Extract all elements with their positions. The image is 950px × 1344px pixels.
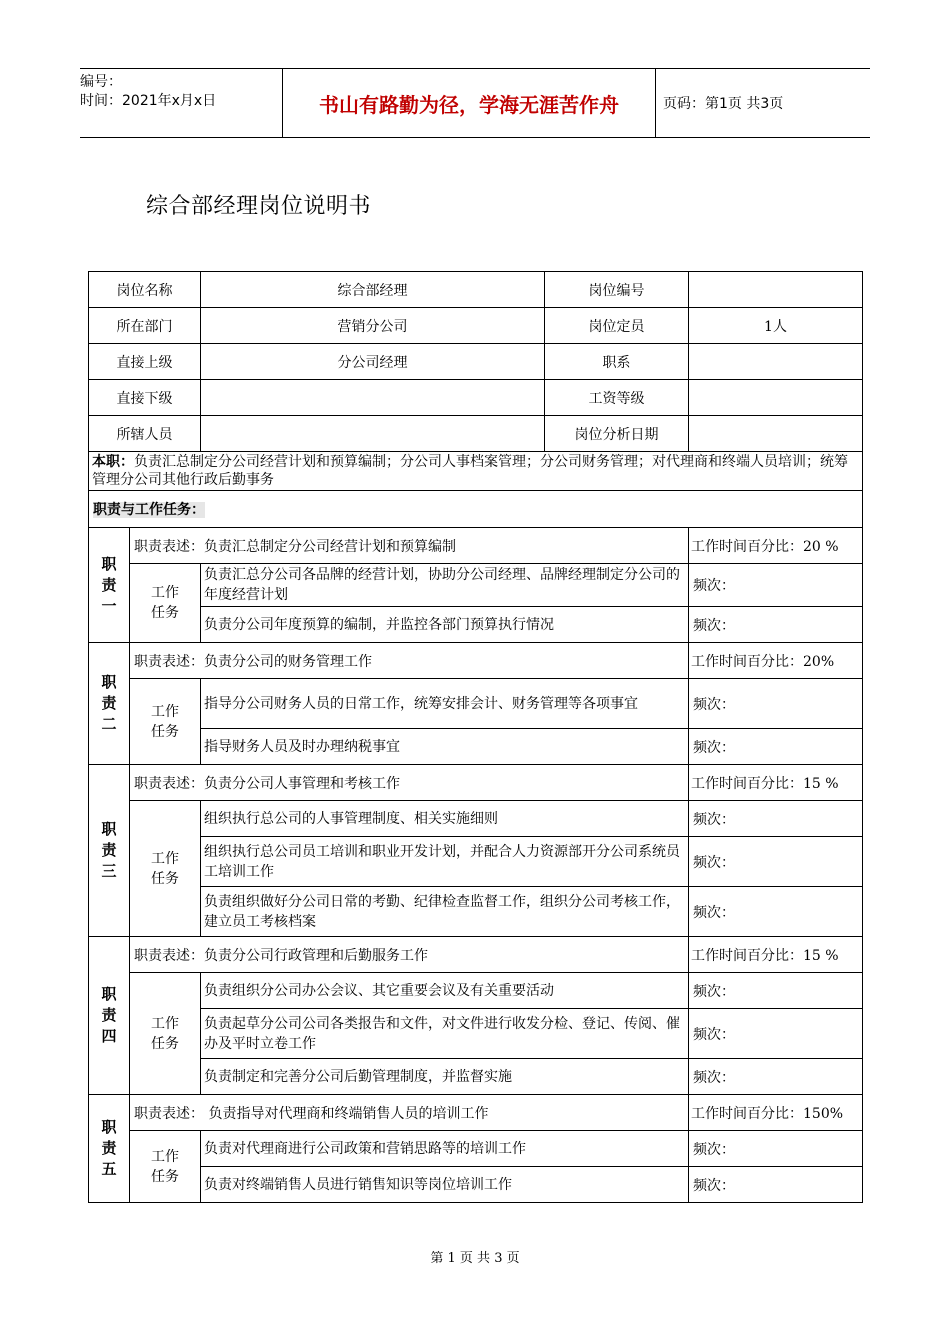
page-header [80,68,870,138]
info-value [689,380,863,416]
duty-label-text: 职责二 [101,673,117,733]
info-value [201,380,545,416]
task-row [89,1131,863,1167]
info-label: 所辖人员 [89,416,201,452]
page-footer: 第 1 页 共 3 页 [430,1251,520,1266]
info-label: 直接上级 [89,344,201,380]
task-frequency: 频次： [689,1009,863,1059]
info-label: 工资等级 [545,380,689,416]
header-meta [80,69,282,137]
task-row [89,887,863,937]
task-text: 组织执行总公司的人事管理制度、相关实施细则 [201,801,689,837]
task-frequency: 频次： [689,1059,863,1095]
info-row [89,416,863,452]
task-text: 组织执行总公司员工培训和职业开发计划，并配合人力资源部开分公司系统员工培训工作 [201,837,689,887]
task-row [89,1167,863,1203]
task-text: 负责制定和完善分公司后勤管理制度，并监督实施 [201,1059,689,1095]
time-percentage: 工作时间百分比：15 % [689,937,863,973]
task-text: 负责起草分公司公司各类报告和文件，对文件进行收发分检、登记、传阅、催办及平时立卷工作 [201,1009,689,1059]
task-frequency: 频次： [689,607,863,643]
duty-description: 职责表述： 负责指导对代理商和终端销售人员的培训工作 [130,1095,689,1131]
document-title: 综合部经理岗位说明书 [146,194,372,219]
info-label: 岗位定员 [545,308,689,344]
number-label: 编号： [80,74,122,90]
task-label-text: 工作任务 [151,850,179,887]
info-row [89,344,863,380]
task-label-text: 工作任务 [151,1015,179,1052]
duty-description-row [89,1095,863,1131]
task-frequency: 频次： [689,679,863,729]
info-label: 岗位名称 [89,272,201,308]
info-value [689,416,863,452]
duty-description-row [89,765,863,801]
section-header-row [89,491,863,528]
duty-description: 职责表述：负责分公司行政管理和后勤服务工作 [130,937,689,973]
task-row [89,801,863,837]
summary-row [89,452,863,491]
info-label: 所在部门 [89,308,201,344]
task-row [89,837,863,887]
task-frequency: 频次： [689,801,863,837]
duty-label-text: 职责三 [101,820,117,880]
summary-label: 本职： [92,454,134,470]
task-row [89,679,863,729]
task-label [130,973,201,1095]
task-text: 负责对代理商进行公司政策和营销思路等的培训工作 [201,1131,689,1167]
duty-label [89,643,130,765]
info-value: 综合部经理 [201,272,545,308]
duty-description: 职责表述：负责分公司的财务管理工作 [130,643,689,679]
duty-description: 职责表述：负责分公司人事管理和考核工作 [130,765,689,801]
info-label: 直接下级 [89,380,201,416]
duty-description-row [89,937,863,973]
section-title-cell [89,491,863,528]
duty-label-text: 职责五 [101,1118,117,1178]
page-info: 页码：第1页 共3页 [663,96,784,112]
time-percentage: 工作时间百分比：20 % [689,528,863,564]
info-label: 职系 [545,344,689,380]
task-frequency: 频次： [689,1131,863,1167]
duty-description: 职责表述：负责汇总制定分公司经营计划和预算编制 [130,528,689,564]
task-row [89,1059,863,1095]
info-value [689,272,863,308]
info-value: 分公司经理 [201,344,545,380]
task-text: 负责对终端销售人员进行销售知识等岗位培训工作 [201,1167,689,1203]
task-label-text: 工作任务 [151,585,179,621]
task-label [130,564,201,643]
task-row [89,607,863,643]
task-row [89,1009,863,1059]
info-row [89,380,863,416]
duty-label-text: 职责一 [101,554,117,615]
motto: 书山有路勤为径，学海无涯苦作舟 [282,69,656,137]
info-value [689,344,863,380]
info-value: 营销分公司 [201,308,545,344]
duty-label [89,765,130,937]
task-row [89,973,863,1009]
task-text: 负责组织做好分公司日常的考勤、纪律检查监督工作，组织分公司考核工作，建立员工考核档案 [201,887,689,937]
task-label-text: 工作任务 [151,1148,179,1185]
info-label: 岗位编号 [545,272,689,308]
task-text: 负责分公司年度预算的编制，并监控各部门预算执行情况 [201,607,689,643]
task-frequency: 频次： [689,887,863,937]
info-row [89,308,863,344]
task-label [130,1131,201,1203]
time-percentage: 工作时间百分比：150% [689,1095,863,1131]
job-description-table [88,271,863,1203]
task-row [89,564,863,607]
task-text: 指导分公司财务人员的日常工作，统筹安排会计、财务管理等各项事宜 [201,679,689,729]
task-frequency: 频次： [689,837,863,887]
task-label [130,801,201,937]
task-text: 负责汇总分公司各品牌的经营计划，协助分公司经理、品牌经理制定分公司的年度经营计划 [201,564,689,607]
task-frequency: 频次： [689,729,863,765]
duty-label [89,528,130,643]
summary-cell [89,452,863,491]
task-frequency: 频次： [689,1167,863,1203]
duty-label-text: 职责四 [101,985,117,1045]
duty-label [89,1095,130,1203]
task-frequency: 频次： [689,973,863,1009]
time-percentage: 工作时间百分比：15 % [689,765,863,801]
section-title: 职责与工作任务： [93,502,205,518]
task-frequency: 频次： [689,564,863,607]
info-value [201,416,545,452]
task-label-text: 工作任务 [151,703,179,740]
time-percentage: 工作时间百分比：20% [689,643,863,679]
task-text: 负责组织分公司办公会议、其它重要会议及有关重要活动 [201,973,689,1009]
info-row [89,272,863,308]
duty-description-row [89,643,863,679]
summary-text: 负责汇总制定分公司经营计划和预算编制；分公司人事档案管理；分公司财务管理；对代理商和终端人员培训；统筹管理分公司其他行政后勤事务 [92,454,848,488]
duty-description-row [89,528,863,564]
task-text: 指导财务人员及时办理纳税事宜 [201,729,689,765]
task-label [130,679,201,765]
info-value: 1人 [689,308,863,344]
time-label: 时间：2021年x月x日 [80,93,217,109]
duty-label [89,937,130,1095]
info-label: 岗位分析日期 [545,416,689,452]
task-row [89,729,863,765]
